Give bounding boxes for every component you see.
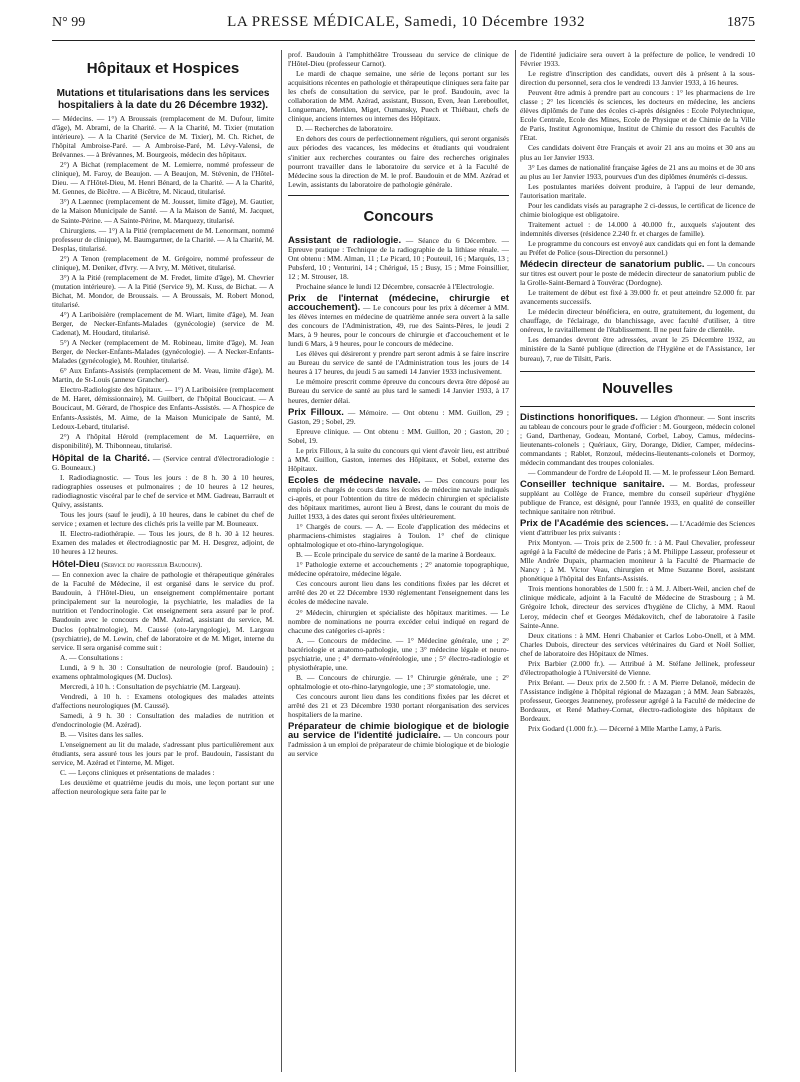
heading-filloux-line <box>288 408 509 426</box>
paragraph: I. Radiodiagnostic. — Tous les jours : de 8 h. 30 à 10 heures, radiographies osseuses et pulmonaires ; de 10 heures à 12 heures, radiodiagnostic viscéral par le chef de service et MM. Gadreau, Barrault et Quivy, assistants. <box>52 472 274 509</box>
paragraph: Chirurgiens. — 1°) A la Pitié (remplacement de M. Lenormant, nommé professeur de clinique), M. Baumgartner, de la Charité. — A la Charité, M. Desplas, titularisé. <box>52 225 274 253</box>
paragraph: B. — Ecole principale du service de santé de la marine à Bordeaux. <box>296 550 496 560</box>
paragraph: Les postulantes mariées doivent produire, à l'appui de leur demande, l'autorisation maritale. <box>520 181 755 200</box>
heading-internat: Prix de l'internat (médecine, chirurgie et accouchement). <box>288 292 509 314</box>
heading-radio: Assistant de radiologie. <box>288 234 402 246</box>
sana-text: — Un concours sur titres est ouvert pour le poste de médecin directeur de sanatorium public de la Grolle-Saint-Bernard à Touvérac (Dordogne). <box>520 260 755 288</box>
column-rule-2 <box>515 50 516 1072</box>
paragraph: Vendredi, à 10 h. : Examens otologiques des malades atteints d'affections neurologiques (M. Caussé). <box>52 691 274 710</box>
journal-title: LA PRESSE MÉDICALE, Samedi, 10 Décembre 1932 <box>227 14 586 30</box>
paragraph: Prochaine séance le lundi 12 Décembre, consacrée à l'Electrologie. <box>296 281 494 291</box>
paragraph: Ces concours auront lieu dans les conditions fixées par les décret et arrêté des 20 et 22 Décembre 1930 réglementant l'enseignement dans les écoles de médecine navale. <box>288 579 509 607</box>
paragraph: Le prix Filloux, à la suite du concours qui vient d'avoir lieu, est attribué à MM. Guillon, Gaston, internes des Hôpitaux, et Sobel, externe des Hôpitaux. <box>288 445 509 473</box>
column-rule-1 <box>281 50 282 1072</box>
paragraph: Le mardi de chaque semaine, une série de leçons portant sur les acquisitions récentes en pathologie et thérapeutique cliniques sera faite par les chefs de consultation du service, par le prof. Baudouin, avec la collaboration de MM. Azérad, assistant, Busson, Even, Jean Lereboullet, Longuemare, Merklen, Miget, Oumansky, Puech et Thiébaut, chefs de clinique, anciens internes ou internes des Hôpitaux. <box>288 69 509 124</box>
heading-navale-line <box>288 476 509 521</box>
paragraph: Pour les candidats visés au paragraphe 2 ci-dessus, le certificat de licence de chimie biologique est obligatoire. <box>520 200 755 219</box>
paragraph: B. — Visites dans les salles. <box>60 730 144 740</box>
heading-hoteldieu-line <box>52 560 274 569</box>
paragraph: Deux citations : à MM. Henri Chabanier et Carlos Lobo-Onell, et à MM. Charles Dubois, directeur des services vétérinaires du Gard et Noël Sollier, chef de laboratoire des Hôpitaux de Nîmes. <box>520 630 755 658</box>
issue-number: N° 99 <box>52 15 86 30</box>
paragraph: Lundi, à 9 h. 30 : Consultation de neurologie (prof. Baudouin) ; examens ophtalmologiques (M. Duclos). <box>52 662 274 681</box>
paragraph: 3°) A Laennec (remplacement de M. Jousset, limite d'âge), M. Gautier, de la Maison Municipale de Santé. — A la Maison de Santé, M. Jacquet, de Sainte-Périne. — A Sainte-Périne, M. Marquezy, titularisé. <box>52 197 274 225</box>
column-nouvelles <box>520 50 755 1074</box>
paragraph: Prix Bréant. — Deux prix de 2.500 fr. : A M. Pierre Delanoë, médecin de l'Assistance indigène à l'hôpital régional de Mazagan ; à MM. Jean Sabrazès, professeur, Georges Jeanneney, professeur agrégé à la Faculté de médecine de Bordeaux, et René Mathey-Cornat, électro-radiologiste des hôpitaux de Bordeaux. <box>520 677 755 724</box>
paragraph: 2°) A Bichat (remplacement de M. Lemierre, nommé professeur de clinique), M. Faroy, de Beaujon. — A Beaujon, M. Stévenin, de l'Hôtel-Dieu. — A l'Hôtel-Dieu, M. Henri Bénard, de la Charité. — A la Charité, M. Gennes, de Bicêtre. — A Bicêtre, M. Nicaud, titularisé. <box>52 160 274 197</box>
paragraph: 2°) A Tenon (remplacement de M. Grégoire, nommé professeur de clinique), M. Deniker, d'Ivry. — A Ivry, M. Métivet, titularisé. <box>52 253 274 272</box>
hoteldieu-subtitle: (Service du professeur Baudouin). <box>101 560 203 570</box>
paragraph: Le programme du concours est envoyé aux candidats qui en font la demande au Préfet de Police (sous-Direction du personnel.) <box>520 238 755 257</box>
paragraph: 4°) A Lariboisière (remplacement de M. Wiart, limite d'âge), M. Jean Berger, de Necker-Enfants-Malades (gynécologie) (service de M. Cadenat), M. Houdard, titularisé. <box>52 309 274 338</box>
heading-conseiller-line <box>520 480 755 516</box>
heading-radio-line <box>288 236 509 281</box>
paragraph: 2°) A l'hôpital Hérold (remplacement de M. Laquerrière, en disponibilité), M. Thibonneau, titularisé. <box>52 431 274 450</box>
heading-academie-line <box>520 519 755 537</box>
filloux-text: — Mémoire. — Ont obtenu : MM. Guillon, 29 ; Gaston, 29 ; Sobel, 29. <box>288 407 509 426</box>
conseiller-text: — M. Bordas, professeur suppléant au Collège de France, membre du conseil supérieur d'hygiène publique de France, est désigné, pour l'année 1933, en qualité de conseiller technique sanitaire non rétribué. <box>520 479 755 517</box>
paragraph: Prix Godard (1.000 fr.). — Décerné à Mlle Marthe Lamy, à Paris. <box>528 724 722 734</box>
column-hopitaux <box>52 50 274 1074</box>
paragraph: Le mémoire prescrit comme épreuve du concours devra être déposé au Bureau du service de santé au plus tard le samedi 14 Janvier 1933, à 17 heures, dernier délai. <box>288 377 509 405</box>
paragraph: — Commandeur de l'ordre de Léopold II. — M. le professeur Léon Bernard. <box>528 467 755 477</box>
paragraph: prof. Baudouin à l'amphithéâtre Trousseau du service de clinique de l'Hôtel-Dieu (professeur Carnot). <box>288 50 509 69</box>
distinctions-text: — Légion d'honneur. — Sont inscrits au tableau de concours pour le grade d'officier : M. Gourgeon, médecin colonel ; Gand, Darthenay, Godeau, Montané, Corbel, Laboy, Camus, médecins-lieutenants-colonels ; Quériaux, Giry, Dorange, Didier, Camper, médecins-commandants ; Rablet, Ronzoul, médecins-lieutenants-colonels et Dormoy, médecin commandant des troupes coloniales. <box>520 412 755 467</box>
paragraph: A. — Consultations : <box>60 652 123 662</box>
charite-subtitle: — (Service central d'électroradiologie : G. Bouneaux.) <box>52 453 274 472</box>
paragraph: II. Electro-radiothérapie. — Tous les jours, de 8 h. 30 à 12 heures. Examen des malades et électrodiagnostic par M. H. Desgrez, adjoint, de 10 heures à 12 heures. <box>52 529 274 557</box>
paragraph: Le registre d'inscription des candidats, ouvert dès à présent à la sous-direction du personnel, sera clos le vendredi 13 Janvier 1933, à 16 heures. <box>520 69 755 88</box>
heading-distinctions: Distinctions honorifiques. <box>520 411 638 423</box>
heading-chimie: Préparateur de chimie biologique et de biologie au service de l'identité judiciaire. <box>288 721 509 742</box>
paragraph: Les deuxième et quatrième jeudis du mois, une leçon portant sur une affection neurologique sera faite par le <box>52 778 274 797</box>
heading-academie: Prix de l'Académie des sciences. <box>520 518 669 530</box>
paragraph: Ces concours auront lieu dans les conditions fixées par les décret et arrêté des 21 et 23 Décembre 1930 portant réorganisation des services hospitaliers de la marine. <box>288 691 509 720</box>
paragraph: Les demandes devront être adressées, avant le 25 Décembre 1932, au ministère de la Santé publique (direction de l'Hygiène et de l'Assistance, 1er bureau), 7, rue de Tilsitt, Paris. <box>520 335 755 363</box>
paragraph: B. — Concours de chirurgie. — 1° Chirurgie générale, une ; 2° ophtalmologie et oto-rhino-laryngologie, une ; 3° stomatologie, une. <box>288 672 509 691</box>
paragraph: Electro-Radiologiste des hôpitaux. — 1°) A Lariboisière (remplacement de M. Haret, démissionnaire), M. Guilbert, de l'hôpital Boucicaut. — A Boucicaut, M. Gérard, de l'hospice des Enfants-Assistés. — A l'hospice de Enfants-Assistés, M. Aime, de la Maison Municipale de Santé, M. Ledoux-Lebard, titularisé. <box>52 385 274 431</box>
paragraph: Trois mentions honorables de 1.500 fr. : à M. J. Albert-Weil, ancien chef de clinique médicale, adjoint à la Faculté de Médecine de Strasbourg ; à M. Grégoire Ichok, directeur des services d'hygiène de Clichy, à MM. Raoul Leroy, médecin chef et Georges Médakovitch, chef de laboratoire à l'asile Sainte-Anne. <box>520 584 755 630</box>
heading-mutations: Mutations et titularisations dans les services hospitaliers à la date du 26 Décembre 1932). <box>56 88 270 111</box>
heading-conseiller: Conseiller technique sanitaire. <box>520 478 665 490</box>
paragraph: Mercredi, à 10 h. : Consultation de psychiatrie (M. Largeau). <box>60 681 241 691</box>
paragraph: Traitement actuel : de 14.000 à 40.000 fr., auxquels s'ajoutent des indemnités diverses (résidence 2.240 fr. et charges de famille). <box>520 219 755 238</box>
section-title-nouvelles: Nouvelles <box>520 371 755 407</box>
paragraph: 3°) A la Pitié (remplacement de M. Fredet, limite d'âge), M. Chevrier (mutation intérieure). — A la Pitié (Service 9), M. Kuss, de Bichat. — A Bichat, M. Mondor, de Broussais. — A Broussais, M. Robert Monod, titularisé. <box>52 272 274 309</box>
page-header <box>52 14 755 41</box>
page-number: 1875 <box>726 15 755 30</box>
chimie-text: — Un concours pour l'admission à un emploi de préparateur de chimie biologique et de biologie au service <box>288 731 509 759</box>
academie-text: — L'Académie des Sciences vient d'attribuer les prix suivants : <box>520 519 755 538</box>
paragraph: Tous les jours (sauf le jeudi), à 10 heures, dans le cabinet du chef de service ; examen et lecture des clichés pris la veille par M. Bouneaux. <box>52 509 274 529</box>
paragraph: En dehors des cours de perfectionnement réguliers, qui seront organisés aux périodes des vacances, les médecins et étudiants qui voudraient s'initier aux recherches courantes ou faire des recherches originales pourront travailler dans le laboratoire du service et à la Faculté de Médecine sous la direction de M. le prof. Baudouin et de MM. Azérad et Lewin, assistants du laboratoire de pathologie générale. <box>288 134 509 189</box>
paragraph: — Médecins. — 1°) A Broussais (remplacement de M. Dufour, limite d'âge), M. Abrami, de la Charité. — A la Charité, M. Tixier (mutation intérieure). — A la Charité (Service de M. Tixier), M. Ch. Richet, de l'hôpital Ambroise-Paré. — A Ambroise-Paré, M. Lévy-Valensi, de Brévannes. — à Brévannes, M. Bourgeois, médecin des hôpitaux. <box>52 114 274 160</box>
heading-charite: Hôpital de la Charité. <box>52 452 150 464</box>
paragraph: Prix Barbier (2.000 fr.). — Attribué à M. Stéfane Jellinek, professeur d'électropathologie à l'Université de Vienne. <box>520 658 755 677</box>
paragraph: Le médecin directeur bénéficiera, en outre, gratuitement, du logement, du chauffage, de l'éclairage, du blanchissage, avec faculté d'utiliser, à titre onéreux, le ravitaillement de l'établissement. Il ne peut faire de clientèle. <box>520 307 755 335</box>
heading-hoteldieu: Hôtel-Dieu <box>52 559 100 571</box>
heading-chimie-line <box>288 722 509 758</box>
navale-text: — Des concours pour les emplois de chargés de cours dans les écoles de médecine navale indiqués ci-après, et pour l'obtention du titre de médecin chirurgien et spécialiste des hôpitaux maritimes, auront lieu à Brest, dans le courant du mois de Juillet 1933, à des dates qui seront fixées ultérieurement. <box>288 475 509 522</box>
heading-sana-line <box>520 260 755 287</box>
heading-sana: Médecin directeur de sanatorium public. <box>520 259 705 271</box>
paragraph: Le traitement de début est fixé à 39.000 fr. et peut atteindre 52.000 fr. par avancements successifs. <box>520 288 755 307</box>
heading-charite-line <box>52 454 274 472</box>
paragraph: Ces candidats doivent être Français et avoir 21 ans au moins et 30 ans au plus au 1er Janvier 1933. <box>520 143 755 162</box>
paragraph: Les élèves qui désireront y prendre part seront admis à se faire inscrire au Bureau du service de santé de l'Administration tous les jours de 14 heures à 17 heures, du jeudi 5 au samedi 14 Janvier 1933 inclusivement. <box>288 349 509 377</box>
paragraph: 2° Médecin, chirurgien et spécialiste des hôpitaux maritimes. — Le nombre de nominations ne pourra excéder celui indiqué en regard de chacune des catégories ci-après : <box>288 607 509 635</box>
section-title-concours: Concours <box>288 195 509 226</box>
section-title-hopitaux: Hôpitaux et Hospices <box>86 60 240 77</box>
heading-internat-line <box>288 294 509 348</box>
paragraph: 1° Pathologie externe et accouchements ; 2° anatomie topographique, médecine opératoire, médecine légale. <box>288 560 509 579</box>
paragraph: de l'identité judiciaire sera ouvert à la préfecture de police, le vendredi 10 Février 1933. <box>520 50 755 69</box>
paragraph: — En connexion avec la chaire de pathologie et thérapeutique générales de la Faculté de Médecine, il est organisé dans le service du prof. Baudouin, à l'Hôtel-Dieu, un enseignement complémentaire portant principalement sur la neurologie, la psychiatrie, les maladies de la nutrition et l'endocrinologie. Cet enseignement sera assuré par le prof. Baudouin avec le concours de MM. Azérad, assistant du service, M. Duclos (ophtalmologie), M. Caussé (oto-laryngologie), M. Largeau (psychiatrie), de M. Lewin, chef de laboratoire et de M. Miget, interne du service. Il sera organisé comme suit : <box>52 570 274 652</box>
column-concours <box>288 50 509 1074</box>
paragraph: 3° Les dames de nationalité française âgées de 21 ans au moins et de 30 ans au plus au 1er Janvier 1933, pourvues d'un des diplômes énumérés ci-dessus. <box>520 162 755 181</box>
paragraph: Samedi, à 9 h. 30 : Consultation des maladies de nutrition et d'endocrinologie (M. Azérad). <box>52 710 274 729</box>
paragraph: Epreuve clinique. — Ont obtenu : MM. Guillon, 20 ; Gaston, 20 ; Sobel, 19. <box>288 426 509 445</box>
heading-navale: Ecoles de médecine navale. <box>288 474 421 486</box>
paragraph: C. — Leçons cliniques et présentations de malades : <box>60 768 215 778</box>
paragraph: D. — Recherches de laboratoire. <box>296 124 393 134</box>
paragraph: Prix Montyon. — Trois prix de 2.500 fr. : à M. Paul Chevalier, professeur agrégé à la Faculté de médecine de Paris ; à M. Philippe Lasseur, professeur et Mlle Andrée Dupaix, pharmacien moniteur à la Faculté de Pharmacie de Nancy ; à M. Victor Veau, chirurgien et Mme Suzanne Borel, assistant phonétique à l'hôpital des Enfants-Assistés. <box>520 538 755 584</box>
heading-filloux: Prix Filloux. <box>288 406 344 418</box>
paragraph: 5°) A Necker (remplacement de M. Robineau, limite d'âge), M. Jean Berger, de Necker-Enfants-Malades (gynécologie). — A Necker-Enfants-Malades (gynécologie), M. Rouhier, titularisé. <box>52 338 274 366</box>
paragraph: L'enseignement au lit du malade, s'adressant plus particulièrement aux étudiants, sera assuré tous les jours par le prof. Baudouin, l'assistant du service, M. Azérad et l'interne, M. Miget. <box>52 740 274 768</box>
paragraph: Peuvent être admis à prendre part au concours : 1° les pharmaciens de 1re classe ; 2° les licenciés ès sciences, les docteurs en médecine, les anciens élèves diplômés de l'une des écoles ci-après désignées : Ecole Polytechnique, Ecole Centrale, Ecole des Mines, Ecole de Physique et de Chimie de la Ville de Paris, Institut Agronomique, Institut de Chimie du ressort des Facultés de l'Etat. <box>520 88 755 143</box>
heading-distinctions-line <box>520 413 755 467</box>
paragraph: 6° Aux Enfants-Assistés (remplacement de M. Veau, limite d'âge), M. Martin, de St-Louis (annexe Grancher). <box>52 366 274 385</box>
paragraph: 1° Chargés de cours. — A. — Ecole d'application des médecins et pharmaciens-chimistes stagiaires à Toulon. 1° chef de clinique ophtalmologique et oto-rhino-laryngologique. <box>288 522 509 550</box>
paragraph: A. — Concours de médecine. — 1° Médecine générale, une ; 2° bactériologie et anatomo-pathologie, une ; 3° médecine légale et neuro-psychiatrie, une ; 4° dermato-vénéréologie, une ; 5° électro-radiologie et physiothérapie, une. <box>288 635 509 672</box>
internat-text: — Le concours pour les prix à décerner à MM. les élèves internes en médecine de quatrième année sera ouvert à la salle des concours de l'Administration, 49, rue des Saints-Pères, le jeudi 2 Mars, à 9 heures, pour le concours de chirurgie et d'accouchement et le lundi 6 Mars, à 9 heures, pour le concours de médecine. <box>288 303 509 349</box>
radio-text: — Séance du 6 Décembre. — Epreuve pratique : Technique de la radiographie de la lithiase rénale. — Ont obtenu : MM. Alman, 11 ; Le Picard, 10 ; Pouteuil, 16 ; Marquès, 13 ; Pubsferd, 10 ; Venturini, 14 ; Chérigué, 15 ; Busy, 15 ; Mme Foinsillier, 12 ; M. Strouser, 18. <box>288 235 509 281</box>
